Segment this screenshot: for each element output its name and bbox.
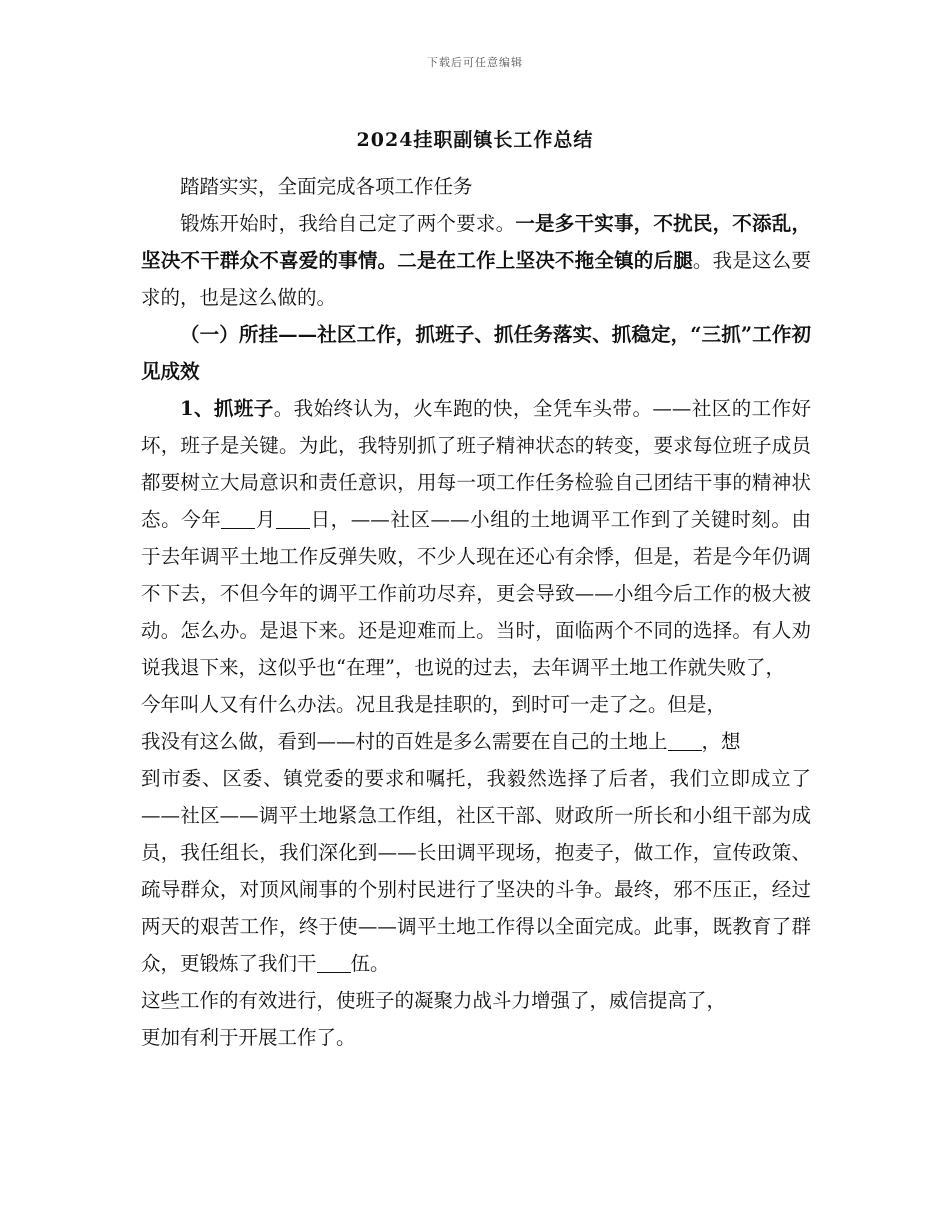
text-line: 今年叫人又有什么办法。况且我是挂职的，到时可一走了之。但是，: [141, 693, 727, 716]
blank-underline: [668, 730, 702, 751]
text-line: 这些工作的有效进行，使班子的凝聚力战斗力增强了，威信提高了，: [141, 989, 727, 1012]
header-note: 下载后可任意编辑: [427, 56, 523, 69]
text-block: 到市委、区委、镇党委的要求和嘱托，我毅然选择了后者，我们立即成立了——社区——调平土地紧急工作组，社区干部、财政所一所长和小组干部为成员，我任组长，我们深化到——长田调平现场，抱麦子，做工作，宣传政策、疏导群众，对顶风闹事的个别村民进行了坚决的斗争。最终，邪不压正，经过两天的艰苦工作，终于使——调平土地工作得以全面完成。此事，既教育了群众，更锻炼了我们干 伍。: [141, 767, 811, 975]
text-line: 我没有这么做，看到——村的百姓是多么需要在自己的土地上 ，想: [141, 730, 741, 753]
blank-underline: [221, 508, 255, 529]
section-heading: 踏踏实实，全面完成各项工作任务: [180, 175, 473, 198]
document-title: 2024挂职副镇长工作总结: [356, 129, 594, 151]
paragraph-lead: 锻炼开始时，我给自己定了两个要求。: [180, 212, 516, 235]
text-line: 更加有利于开展工作了。: [141, 1026, 356, 1049]
blank-underline: [317, 952, 351, 973]
paragraph-requirements: [141, 205, 811, 316]
subheading-community-work: （一）所挂——社区工作，抓班子、抓任务落实、抓稳定，“三抓”工作初见成效: [141, 323, 811, 383]
paragraph-team-building: 1、抓班子。我始终认为，火车跑的快，全凭车头带。——社区的工作好坏，班子是关键。为此，我特别抓了班子精神状态的转变，要求每位班子成员都要树立大局意识和责任意识，用每一项工作任务检验自己团结干事的精神状态。今年 月 日，——社区——小组的土地调平工作到了关键时刻。由于去年调平土地工作反弹失败，不少人现在还心有余悸，但是，若是今年仍调不下去，不但今年的调平工作前功尽弃，更会导致——小组今后工作的极大被动。怎么办。是退下来。还是迎难而上。当时，面临两个不同的选择。有人劝说我退下来，这似乎也“在理”，也说的过去，去年调平土地工作就失败了，: [141, 397, 811, 679]
blank-underline: [276, 508, 310, 529]
item-heading: 1、抓班子: [180, 397, 274, 420]
paragraph-tail: 。我是这么要求的，也是这么做的。: [141, 249, 811, 309]
paragraph-bold-requirements: 一是多干实事，不扰民，不添乱，坚决不干群众不喜爱的事情。二是在工作上坚决不拖全镇的后腿: [141, 212, 811, 272]
document-body: [141, 168, 811, 1056]
